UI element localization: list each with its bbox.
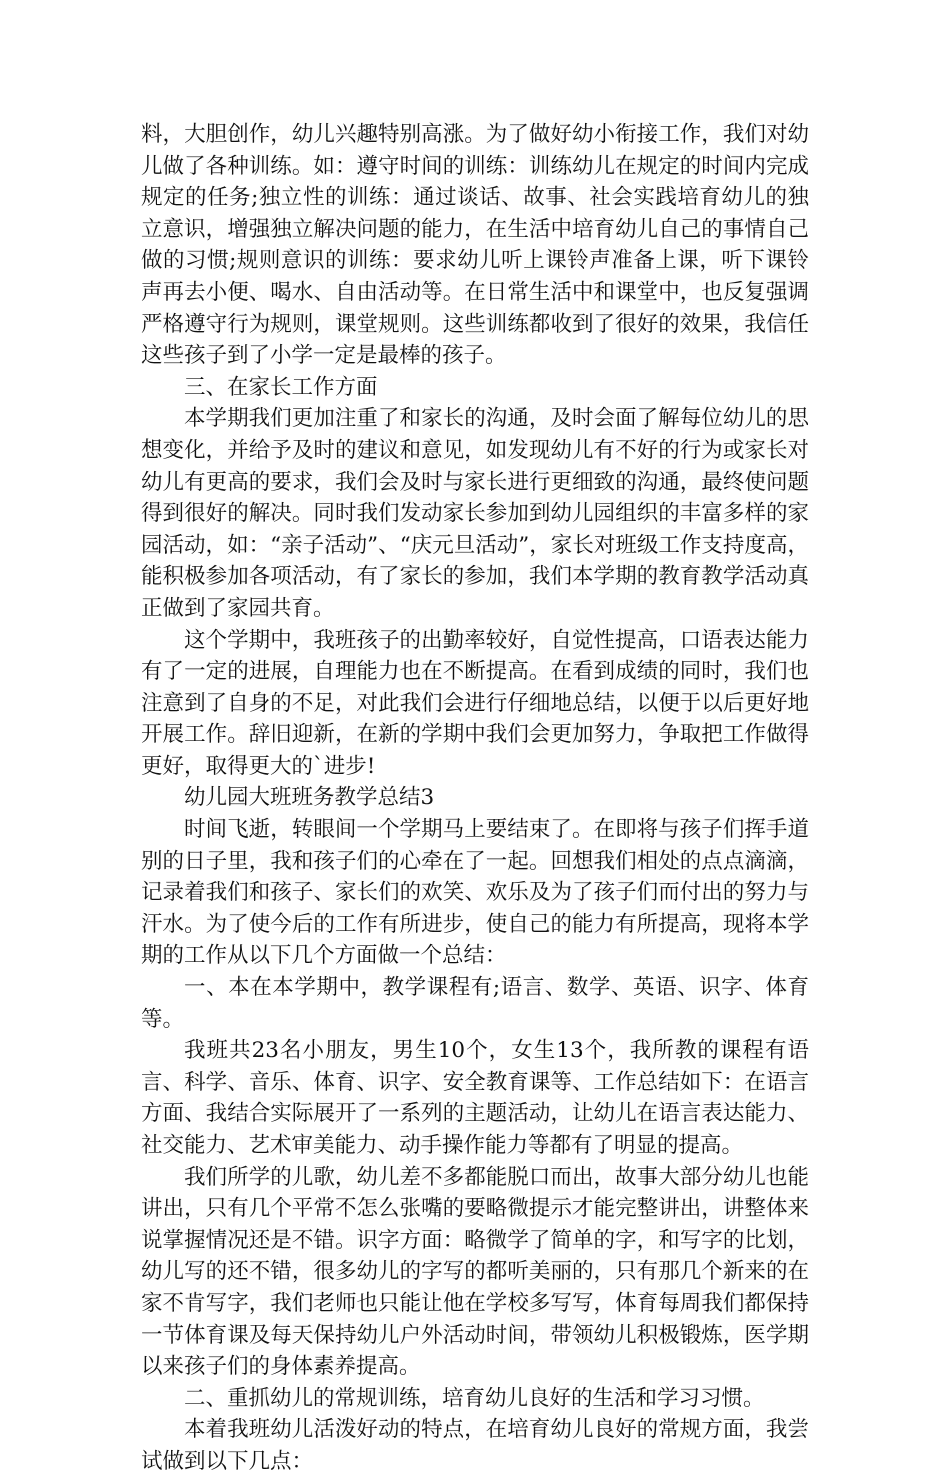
- paragraph-parent-communication: 本学期我们更加注重了和家长的沟通，及时会面了解每位幼儿的思想变化，并给予及时的建议和意见，如发现幼儿有不好的行为或家长对幼儿有更高的要求，我们会及时与家长进行更细致的沟通，最终使问题得到很好的解决。同时我们发动家长参加到幼儿园组织的丰富多样的家园活动，如：“亲子活动”、“庆元旦活动”，家长对班级工作支持度高，能积极参加各项活动，有了家长的参加，我们本学期的教育教学活动真正做到了家园共育。: [141, 406, 809, 621]
- section-heading-curriculum: 一、本在本学期中，教学课程有;语言、数学、英语、识字、体育等。: [141, 975, 809, 1032]
- document-title-summary-3: 幼儿园大班班务教学总结3: [184, 785, 435, 811]
- paragraph-routine-intro: 本着我班幼儿活泼好动的特点，在培育幼儿良好的常规方面，我尝试做到以下几点：: [141, 1417, 809, 1474]
- paragraph-class-overview: 我班共23名小朋友，男生10个，女生13个，我所教的课程有语言、科学、音乐、体育、识字、安全教育课等、工作总结如下：在语言方面、我结合实际展开了一系列的主题活动，让幼儿在语言表达能力、社交能力、艺术审美能力、动手操作能力等都有了明显的提高。: [141, 1038, 809, 1158]
- document-body: [141, 119, 809, 1478]
- paragraph-introduction: 时间飞逝，转眼间一个学期马上要结束了。在即将与孩子们挥手道别的日子里，我和孩子们的心牵在了一起。回想我们相处的点点滴滴，记录着我们和孩子、家长们的欢笑、欢乐及为了孩子们而付出的努力与汗水。为了使今后的工作有所进步，使自己的能力有所提高，现将本学期的工作从以下几个方面做一个总结：: [141, 817, 809, 969]
- paragraph-training-continued: 料，大胆创作，幼儿兴趣特别高涨。为了做好幼小衔接工作，我们对幼儿做了各种训练。如：遵守时间的训练：训练幼儿在规定的时间内完成规定的任务;独立性的训练：通过谈话、故事、社会实践培育幼儿的独立意识，增强独立解决问题的能力，在生活中培育幼儿自己的事情自己做的习惯;规则意识的训练：要求幼儿听上课铃声准备上课，听下课铃声再去小便、喝水、自由活动等。在日常生活中和课堂中，也反复强调严格遵守行为规则，课堂规则。这些训练都收到了很好的效果，我信任这些孩子到了小学一定是最棒的孩子。: [141, 122, 809, 369]
- section-heading-routine-training: 二、重抓幼儿的常规训练，培育幼儿良好的生活和学习习惯。: [184, 1385, 765, 1411]
- paragraph-learning-progress: 我们所学的儿歌，幼儿差不多都能脱口而出，故事大部分幼儿也能讲出，只有几个平常不怎么张嘴的要略微提示才能完整讲出，讲整体来说掌握情况还是不错。识字方面：略微学了简单的字，和写字的比划，幼儿写的还不错，很多幼儿的字写的都听美丽的，只有那几个新来的在家不肯写字，我们老师也只能让他在学校多写写，体育每周我们都保持一节体育课及每天保持幼儿户外活动时间，带领幼儿积极锻炼，医学期以来孩子们的身体素养提高。: [141, 1164, 809, 1380]
- paragraph-semester-summary: 这个学期中，我班孩子的出勤率较好，自觉性提高，口语表达能力有了一定的进展，自理能力也在不断提高。在看到成绩的同时，我们也注意到了自身的不足，对此我们会进行仔细地总结，以便于以后更好地开展工作。辞旧迎新，在新的学期中我们会更加努力，争取把工作做得更好，取得更大的`进步!: [141, 627, 809, 779]
- section-heading-parent-work: 三、在家长工作方面: [184, 374, 378, 400]
